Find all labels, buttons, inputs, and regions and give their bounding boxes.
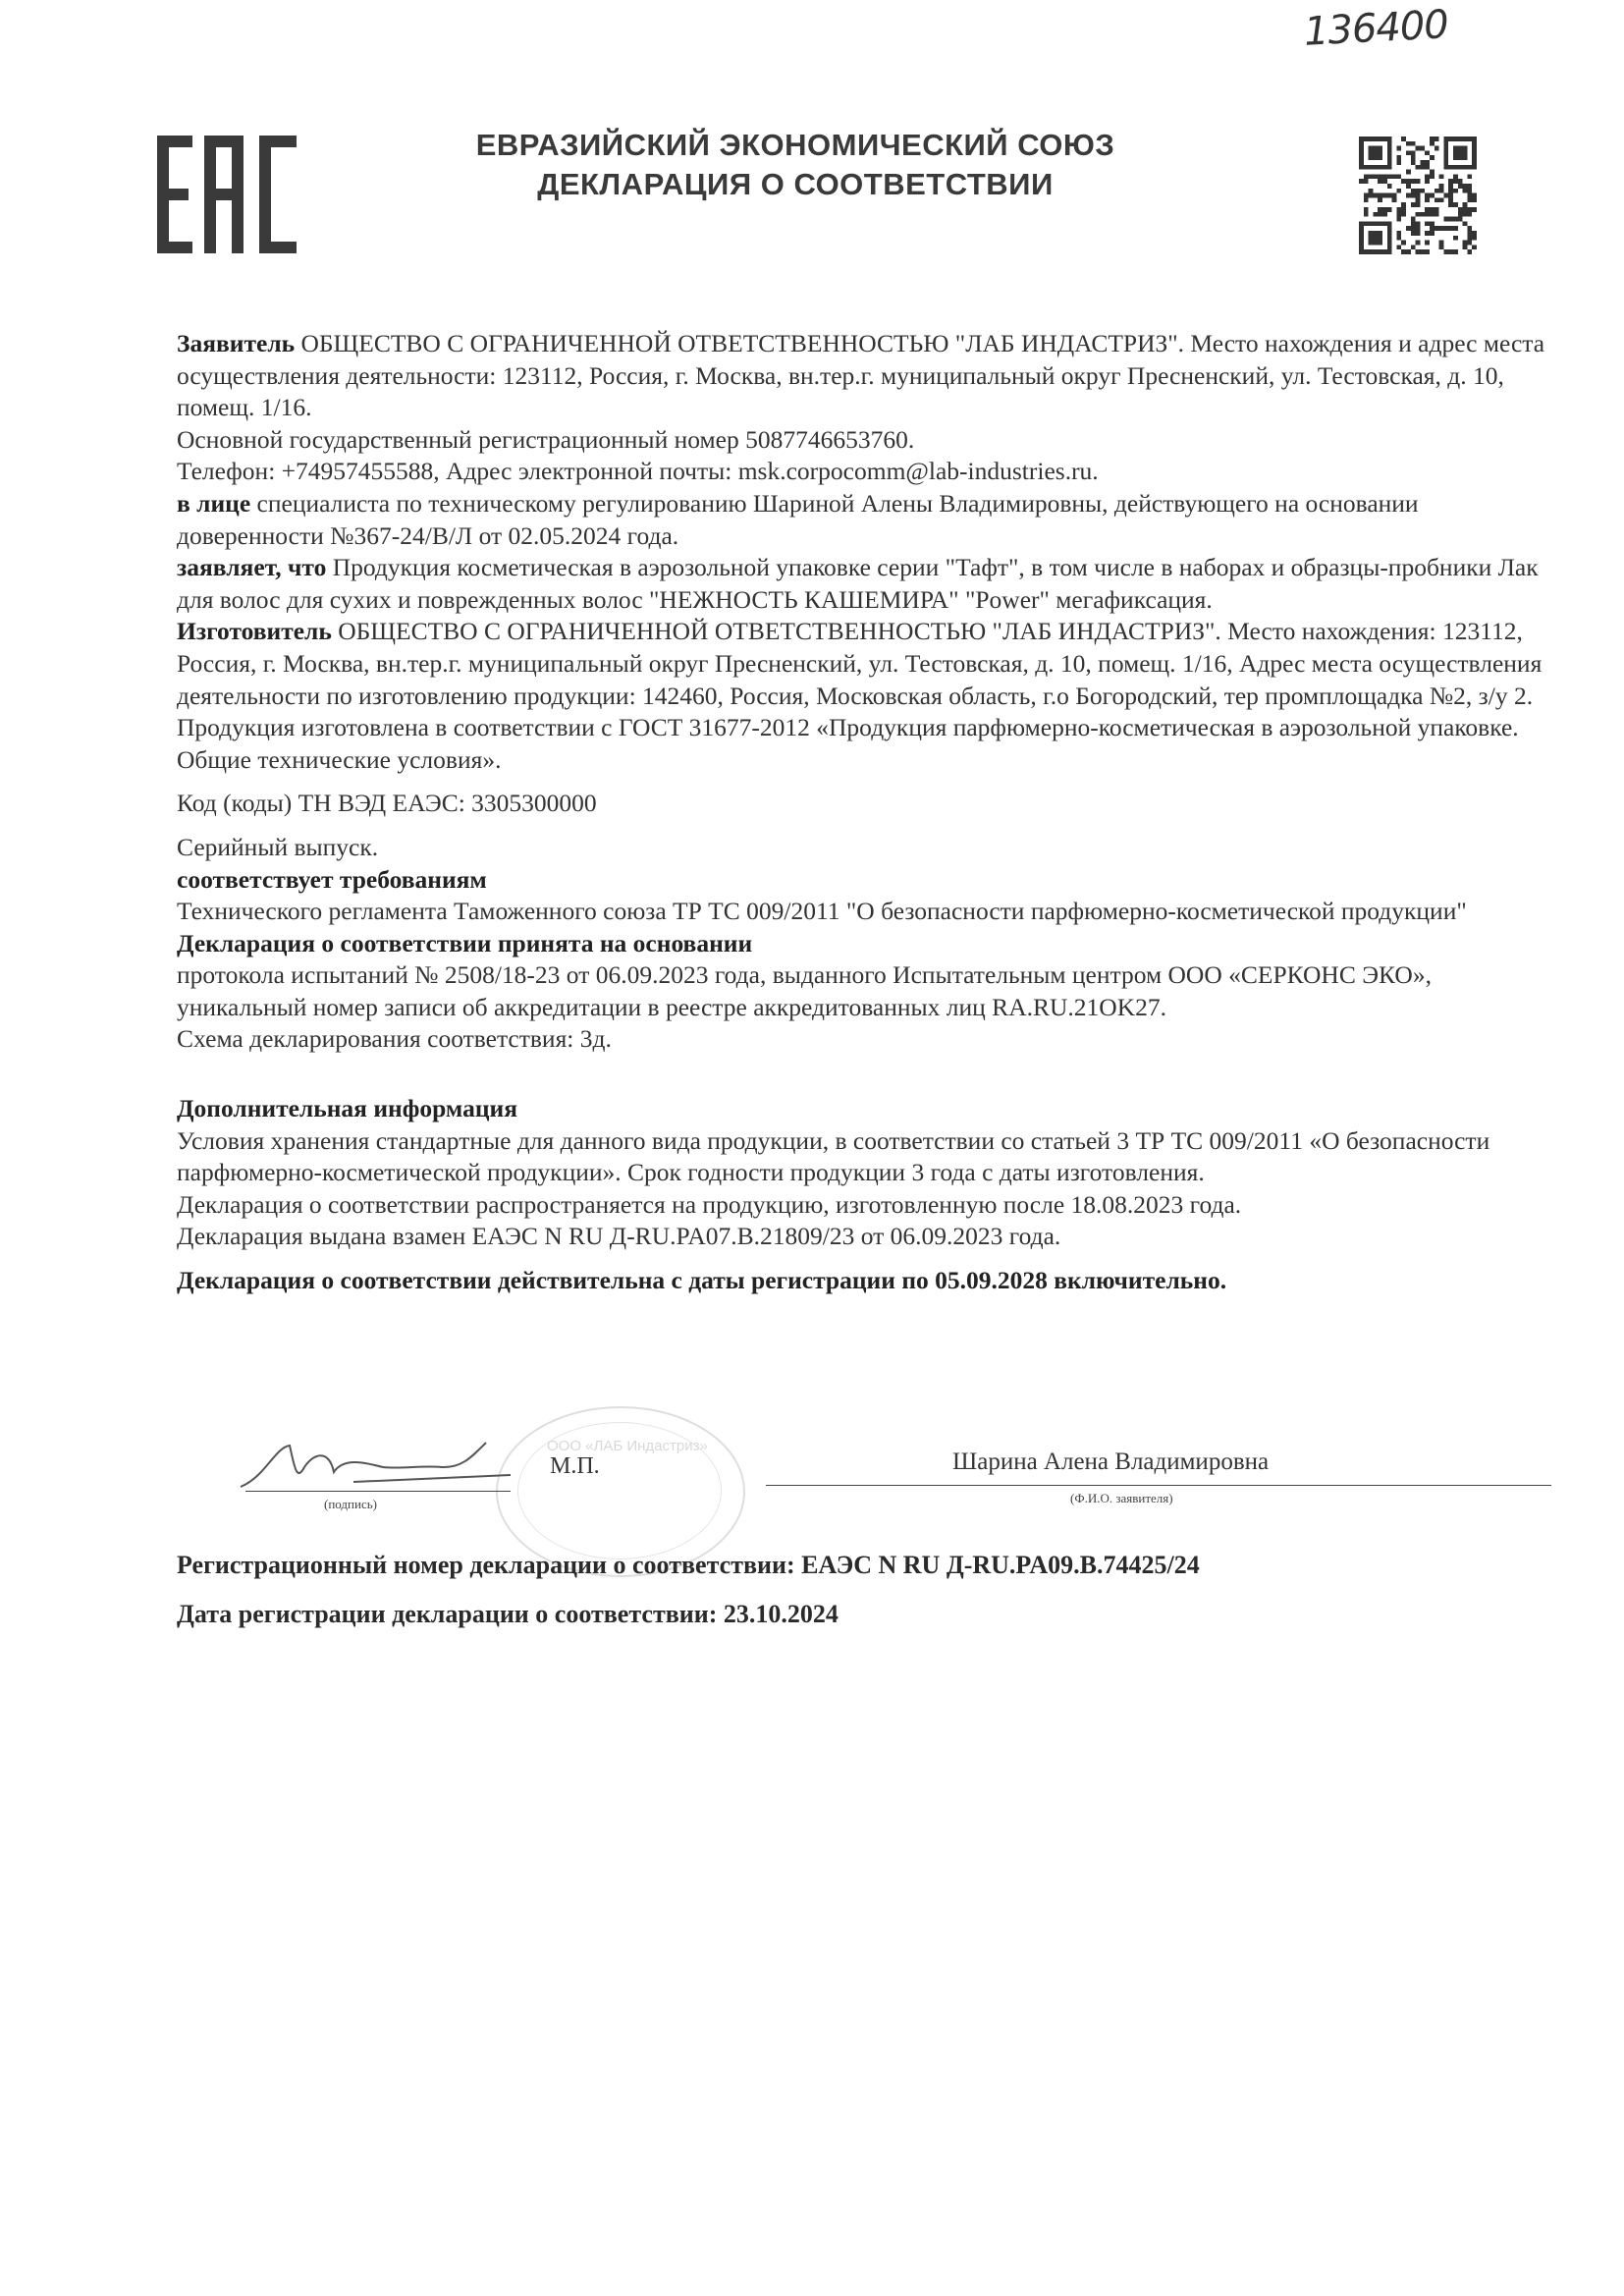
additional-label: Дополнительная информация xyxy=(177,1094,518,1123)
conforms-label: соответствует требованиям xyxy=(177,864,487,894)
name-line xyxy=(766,1485,1551,1486)
document-header xyxy=(324,126,1267,204)
manufacturer-paragraph xyxy=(177,616,1551,712)
manufacturer-standard: Продукция изготовлена в соответствии с ГОСТ 31677-2012 «Продукция парфюмерно-косметическая в аэрозольной упаковке. Общие технические условия». xyxy=(177,713,1519,774)
applicant-paragraph xyxy=(177,328,1551,424)
name-caption: (Ф.И.О. заявителя) xyxy=(1070,1491,1173,1505)
declares-text: Продукция косметическая в аэрозольной упаковке серии "Тафт", в том числе в наборах и образцы-пробники Лак для волос для сухих и поврежденных волос "НЕЖНОСТЬ КАШЕМИРА" "Power" мегафиксация. xyxy=(177,553,1539,614)
declaration-body xyxy=(177,328,1551,1297)
signature-block xyxy=(177,1438,1551,1522)
basis-text: протокола испытаний № 2508/18-23 от 06.09.2023 года, выданного Испытательным центром ООО «СЕРКОНС ЭКО», уникальный номер записи об аккредитации в реестре аккредитованных лиц RA.RU.21OK27. xyxy=(177,960,1432,1021)
stamp-place: М.П. xyxy=(550,1453,600,1479)
basis-label: Декларация о соответствии принята на основании xyxy=(177,928,753,957)
applicant-contacts: Телефон: +74957455588, Адрес электронной почты: msk.corpocomm@lab-industries.ru. xyxy=(177,457,1099,486)
validity-statement: Декларация о соответствии действительна с даты регистрации по 05.09.2028 включительно. xyxy=(177,1266,1227,1295)
conforms-text: Технического регламента Таможенного союза ТР ТС 009/2011 "О безопасности парфюмерно-косметической продукции" xyxy=(177,897,1467,926)
manufacturer-text: ОБЩЕСТВО С ОГРАНИЧЕННОЙ ОТВЕТСТВЕННОСТЬЮ "ЛАБ ИНДАСТРИЗ". Место нахождения: 123112, Россия, г. Москва, вн.тер.г. муниципальный округ Пресненский, ул. Тестовская, д. 10, помещ. 1/16, Адрес места осуществления деятельности по изготовлению продукции: 142460, Россия, Московская область, г.о Богородский, тер промплощадка №2, з/у 2. xyxy=(177,617,1543,710)
applicant-ogrn: Основной государственный регистрационный номер 5087746653760. xyxy=(177,424,915,454)
signature-line xyxy=(245,1491,511,1492)
handwritten-number: 136400 xyxy=(1302,2,1449,55)
basis-scheme: Схема декларирования соответствия: 3д. xyxy=(177,1024,612,1054)
serial-release: Серийный выпуск. xyxy=(177,832,379,861)
manufacturer-label: Изготовитель xyxy=(177,617,332,646)
representative-label: в лице xyxy=(177,488,251,518)
signature-caption: (подпись) xyxy=(324,1497,377,1511)
additional-text: Условия хранения стандартные для данного вида продукции, в соответствии со статьей 3 ТР ТС 009/2011 «О безопасности парфюмерно-косметической продукции». Срок годности продукции 3 года с даты изготовления. xyxy=(177,1125,1490,1187)
qr-code-icon xyxy=(1359,136,1477,255)
stamp-text: ООО «ЛАБ Индастриз» xyxy=(547,1438,708,1454)
signatory-name: Шарина Алена Владимировна xyxy=(952,1449,1270,1475)
representative-text: специалиста по техническому регулированию Шариной Алены Владимировны, действующего на основании доверенности №367-24/В/Л от 02.05.2024 года. xyxy=(177,488,1419,550)
declares-paragraph xyxy=(177,552,1551,616)
applicant-label: Заявитель xyxy=(177,329,296,357)
representative-paragraph xyxy=(177,488,1551,552)
registration-date: Дата регистрации декларации о соответствии: 23.10.2024 xyxy=(177,1600,839,1628)
header-title: ДЕКЛАРАЦИЯ О СООТВЕТСТВИИ xyxy=(537,167,1054,201)
registration-info xyxy=(177,1542,1551,1640)
header-union: ЕВРАЗИЙСКИЙ ЭКОНОМИЧЕСКИЙ СОЮЗ xyxy=(475,128,1115,162)
declares-label: заявляет, что xyxy=(177,553,327,582)
eac-logo xyxy=(157,136,304,253)
additional-line2: Декларация о соответствии распространяется на продукцию, изготовленную после 18.08.2023 года. xyxy=(177,1189,1242,1219)
handwritten-signature xyxy=(236,1438,520,1497)
additional-line3: Декларация выдана взамен ЕАЭС N RU Д-RU.PA07.B.21809/23 от 06.09.2023 года. xyxy=(177,1222,1061,1251)
registration-number: Регистрационный номер декларации о соответствии: ЕАЭС N RU Д-RU.PA09.B.74425/24 xyxy=(177,1551,1200,1579)
applicant-text: ОБЩЕСТВО С ОГРАНИЧЕННОЙ ОТВЕТСТВЕННОСТЬЮ "ЛАБ ИНДАСТРИЗ". Место нахождения и адрес места осуществления деятельности: 123112, Россия, г. Москва, вн.тер.г. муниципальный округ Пресненский, ул. Тестовская, д. 10, помещ. 1/16. xyxy=(177,329,1545,422)
tnved-code: Код (коды) ТН ВЭД ЕАЭС: 3305300000 xyxy=(177,789,597,818)
